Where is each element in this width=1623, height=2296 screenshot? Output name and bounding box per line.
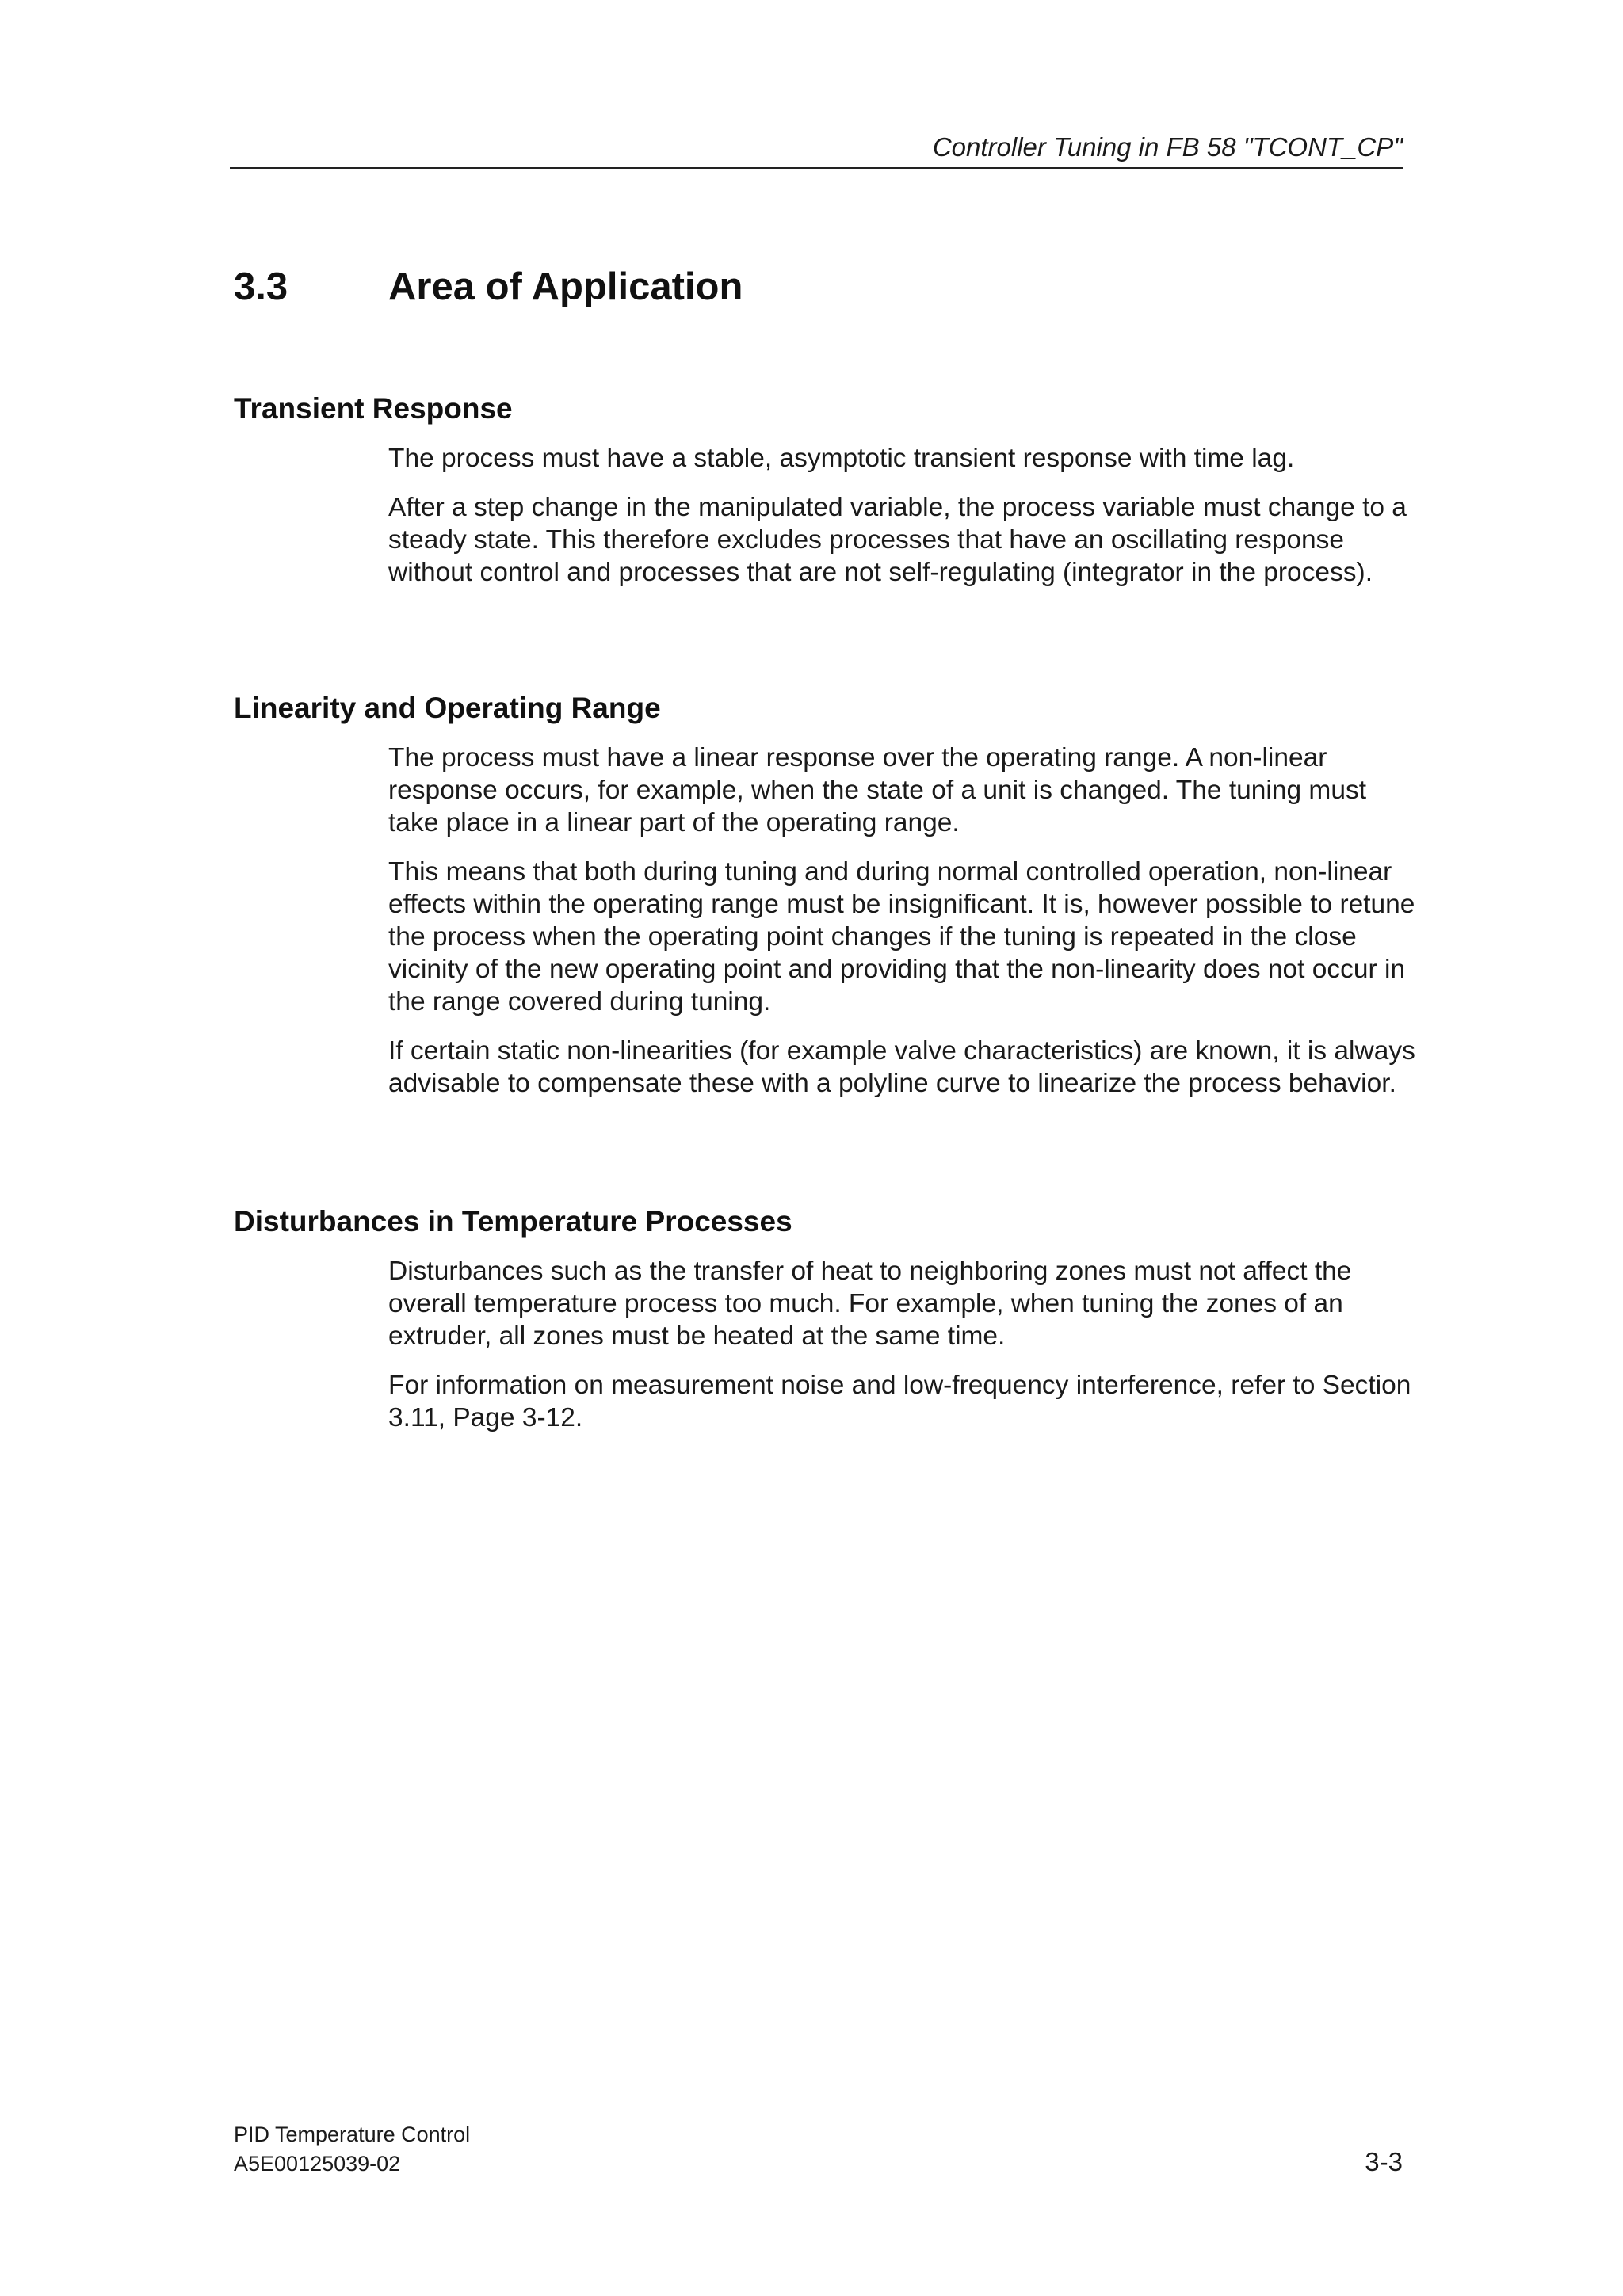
running-header: Controller Tuning in FB 58 "TCONT_CP" (932, 132, 1403, 162)
footer-product-name: PID Temperature Control (234, 2122, 471, 2146)
subsection-heading: Transient Response (234, 392, 513, 425)
paragraph: After a step change in the manipulated variable, the process variable must change to a steady state. This therefore excludes processes that have an oscillating response without control and processes that are not self-regulating (integrator in the process). (388, 493, 1407, 587)
subsection-transient-response (234, 391, 1407, 589)
section-number: 3.3 (234, 265, 288, 308)
paragraph: If certain static non-linearities (for example valve characteristics) are known, it is always advisable to compensate these with a polyline curve to linearize the process behavior. (388, 1036, 1415, 1098)
paragraph: Disturbances such as the transfer of heat to neighboring zones must not affect the overall temperature process too much. For example, when tuning the zones of an extruder, all zones must be heated at the same time. (388, 1257, 1352, 1351)
footer-page-number: 3-3 (1365, 2147, 1403, 2176)
header-rule (230, 167, 1403, 169)
subsection-heading: Linearity and Operating Range (234, 692, 661, 724)
subsection-linearity-operating-range (234, 691, 1415, 1100)
paragraph: The process must have a linear response over the operating range. A non-linear response occurs, for example, when the state of a unit is changed. The tuning must take place in a linear part of the operating range. (388, 743, 1367, 837)
footer-document-number: A5E00125039-02 (234, 2152, 401, 2176)
subsection-heading: Disturbances in Temperature Processes (234, 1205, 792, 1238)
paragraph: The process must have a stable, asymptotic transient response with time lag. (388, 444, 1295, 473)
footer-document-info (234, 2120, 470, 2179)
paragraph: For information on measurement noise and low-frequency interference, refer to Section 3.11, Page 3-12. (388, 1371, 1411, 1432)
subsection-disturbances-temperature (234, 1204, 1411, 1434)
paragraph: This means that both during tuning and during normal controlled operation, non-linear effects within the operating range must be insignificant. It is, however possible to retune the process when the operating point changes if the tuning is repeated in the close vicinity of the new operating point and providing that the non-linearity does not occur in the range covered during tuning. (388, 857, 1415, 1016)
section-title: Area of Application (388, 265, 743, 308)
